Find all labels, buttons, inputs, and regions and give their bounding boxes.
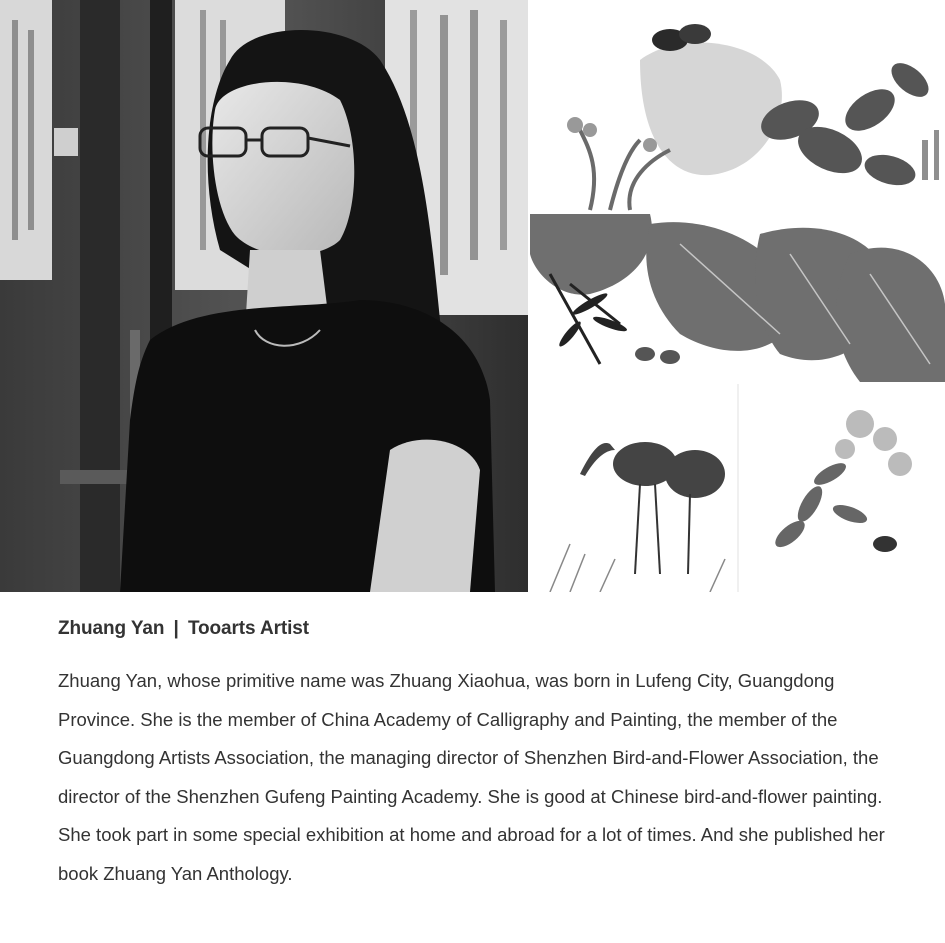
artist-name: Zhuang Yan	[58, 618, 165, 639]
artist-info	[58, 618, 898, 894]
artist-bio: Zhuang Yan, whose primitive name was Zhuang Xiaohua, was born in Lufeng City, Guangdong Province. She is the member of China Academy of Calligraphy and Painting, the member of the Guangdong Artists Association, the managing director of Shenzhen Bird-and-Flower Association, the director of the Shenzhen Gufeng Painting Academy. She is good at Chinese bird-and-flower painting. She took part in some special exhibition at home and abroad for a lot of times. And she published her book Zhuang Yan Anthology.	[58, 670, 885, 884]
artist-heading	[58, 618, 898, 640]
artist-portrait	[0, 0, 528, 592]
banana-leaves-and-chicks-painting	[530, 214, 945, 382]
artist-role: Tooarts Artist	[187, 618, 309, 639]
birds-and-flowers-painting	[530, 0, 945, 212]
cranes-and-blossoms-painting	[530, 384, 945, 592]
heading-separator: |	[173, 618, 179, 639]
